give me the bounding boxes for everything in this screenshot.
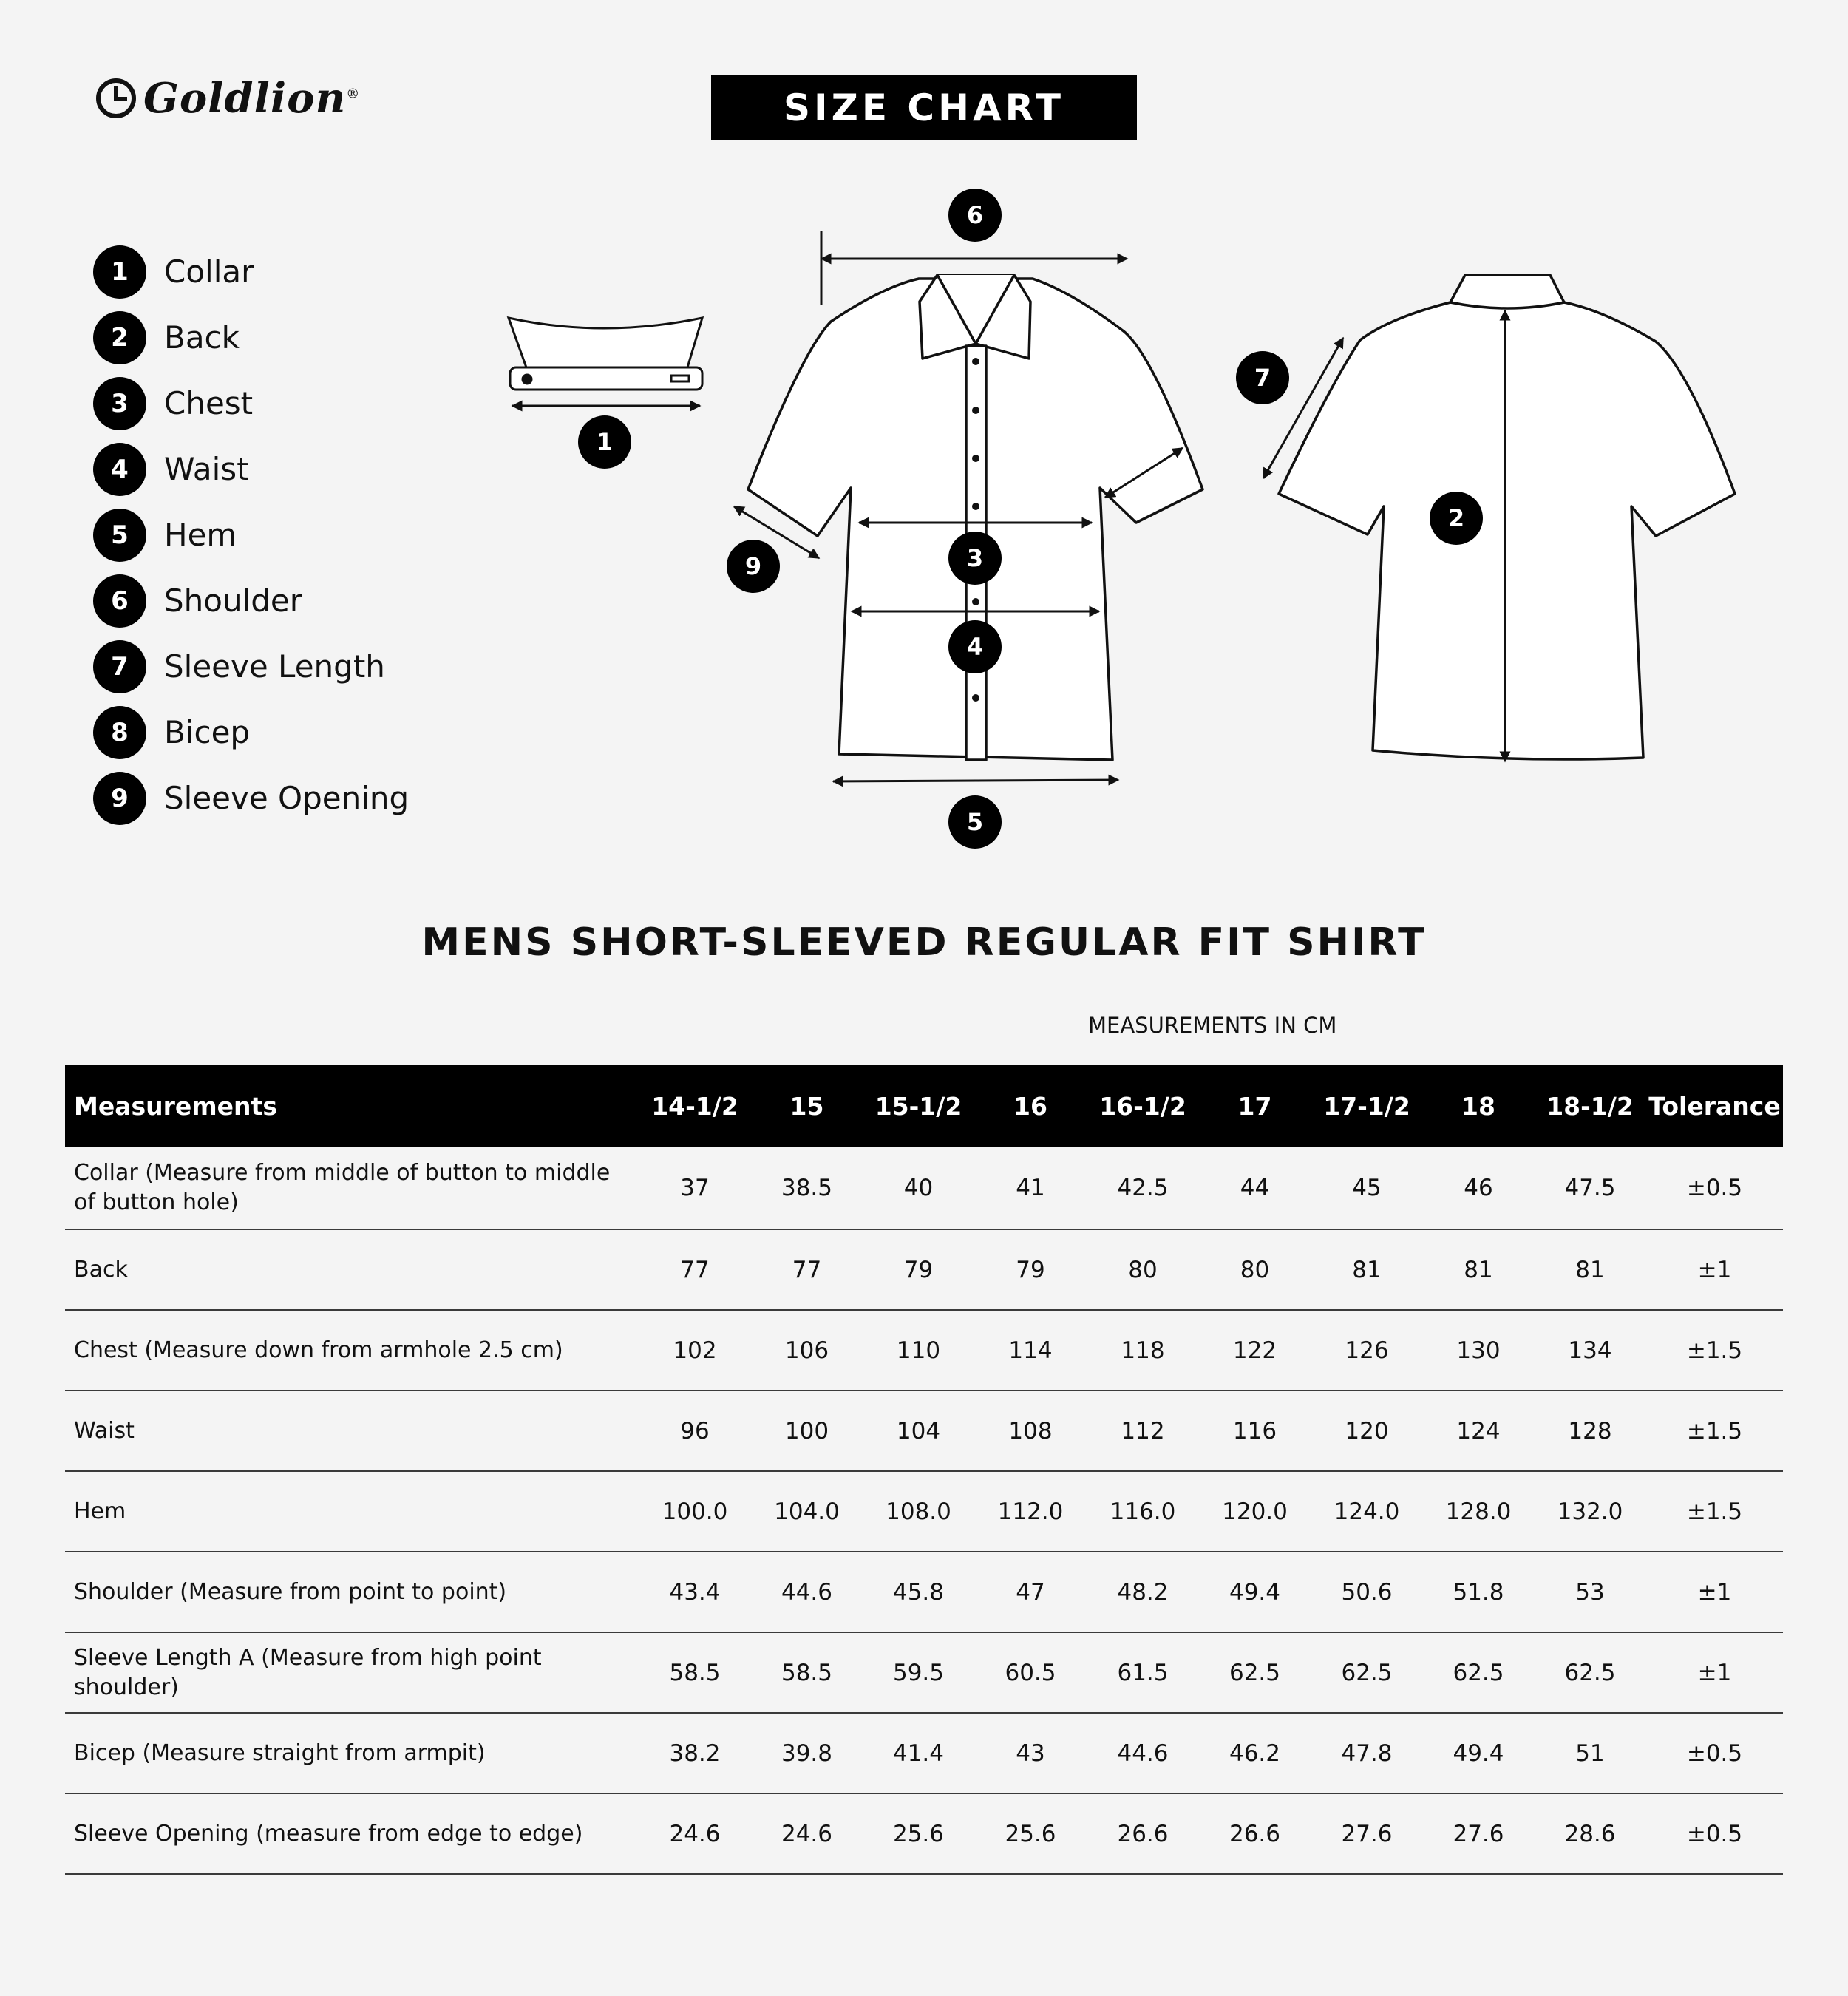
size-value-cell: 134: [1534, 1310, 1646, 1391]
header-size: 14-1/2: [639, 1065, 751, 1147]
table-row: [65, 1632, 1783, 1713]
shirt-front-drawing: [748, 275, 1203, 760]
size-value-cell: 27.6: [1423, 1793, 1534, 1874]
legend-number: 1: [93, 245, 146, 299]
measurement-name-cell: Collar (Measure from middle of button to middle of button hole): [65, 1147, 639, 1229]
tolerance-cell: ±0.5: [1646, 1147, 1783, 1229]
tolerance-cell: ±1: [1646, 1229, 1783, 1310]
size-value-cell: 46.2: [1199, 1713, 1311, 1793]
size-value-cell: 26.6: [1087, 1793, 1199, 1874]
page-title: SIZE CHART: [711, 75, 1137, 140]
table-row: [65, 1471, 1783, 1552]
size-value-cell: 130: [1423, 1310, 1534, 1391]
legend-number: 4: [93, 443, 146, 496]
size-value-cell: 51.8: [1423, 1552, 1534, 1632]
legend-number: 3: [93, 377, 146, 430]
table-row: [65, 1391, 1783, 1471]
size-value-cell: 120.0: [1199, 1471, 1311, 1552]
table-row: [65, 1713, 1783, 1793]
legend-label: Waist: [164, 451, 249, 487]
size-value-cell: 49.4: [1423, 1713, 1534, 1793]
size-value-cell: 44: [1199, 1147, 1311, 1229]
size-value-cell: 124.0: [1311, 1471, 1423, 1552]
marker-chest: [948, 532, 1002, 585]
marker-back-label: 2: [1447, 504, 1465, 532]
shirt-back-drawing: [1279, 275, 1735, 759]
size-value-cell: 108: [974, 1391, 1087, 1471]
size-value-cell: 28.6: [1534, 1793, 1646, 1874]
size-value-cell: 96: [639, 1391, 751, 1471]
measurement-name-cell: Hem: [65, 1471, 639, 1552]
measurement-name-cell: Bicep (Measure straight from armpit): [65, 1713, 639, 1793]
size-value-cell: 40: [863, 1147, 974, 1229]
size-value-cell: 45: [1311, 1147, 1423, 1229]
header-size: 17: [1199, 1065, 1311, 1147]
size-value-cell: 43.4: [639, 1552, 751, 1632]
legend-number: 8: [93, 706, 146, 759]
legend-number: 5: [93, 509, 146, 562]
measurement-name-cell: Sleeve Length A (Measure from high point shoulder): [65, 1632, 639, 1713]
table-row: [65, 1147, 1783, 1229]
size-value-cell: 26.6: [1199, 1793, 1311, 1874]
marker-chest-label: 3: [966, 544, 984, 572]
size-value-cell: 102: [639, 1310, 751, 1391]
size-value-cell: 45.8: [863, 1552, 974, 1632]
size-value-cell: 47.5: [1534, 1147, 1646, 1229]
size-value-cell: 37: [639, 1147, 751, 1229]
registered-mark: ®: [346, 86, 361, 102]
size-value-cell: 79: [863, 1229, 974, 1310]
size-value-cell: 116.0: [1087, 1471, 1199, 1552]
table-title: MENS SHORT-SLEEVED REGULAR FIT SHIRT: [421, 920, 1427, 965]
size-value-cell: 120: [1311, 1391, 1423, 1471]
tolerance-cell: ±1.5: [1646, 1391, 1783, 1471]
size-value-cell: 61.5: [1087, 1632, 1199, 1713]
measurement-name-cell: Chest (Measure down from armhole 2.5 cm): [65, 1310, 639, 1391]
marker-shoulder: [948, 189, 1002, 242]
size-value-cell: 116: [1199, 1391, 1311, 1471]
size-value-cell: 104: [863, 1391, 974, 1471]
size-value-cell: 62.5: [1534, 1632, 1646, 1713]
size-value-cell: 112: [1087, 1391, 1199, 1471]
size-value-cell: 81: [1534, 1229, 1646, 1310]
marker-hem: [948, 795, 1002, 849]
tolerance-cell: ±1.5: [1646, 1310, 1783, 1391]
marker-sleeve-length: [1236, 351, 1289, 404]
legend-label: Sleeve Opening: [164, 780, 410, 816]
size-value-cell: 39.8: [751, 1713, 863, 1793]
legend-label: Bicep: [164, 714, 251, 750]
size-value-cell: 112.0: [974, 1471, 1087, 1552]
size-table: [65, 1065, 1783, 1875]
size-value-cell: 80: [1087, 1229, 1199, 1310]
size-value-cell: 41.4: [863, 1713, 974, 1793]
size-value-cell: 53: [1534, 1552, 1646, 1632]
tolerance-cell: ±1: [1646, 1552, 1783, 1632]
marker-sleeve-opening-label: 9: [744, 552, 762, 580]
size-value-cell: 126: [1311, 1310, 1423, 1391]
size-value-cell: 132.0: [1534, 1471, 1646, 1552]
size-value-cell: 25.6: [974, 1793, 1087, 1874]
tolerance-cell: ±0.5: [1646, 1713, 1783, 1793]
table-row: [65, 1229, 1783, 1310]
measurement-name-cell: Back: [65, 1229, 639, 1310]
size-value-cell: 50.6: [1311, 1552, 1423, 1632]
size-value-cell: 81: [1311, 1229, 1423, 1310]
size-value-cell: 100.0: [639, 1471, 751, 1552]
legend-label: Back: [164, 319, 240, 356]
size-value-cell: 81: [1423, 1229, 1534, 1310]
size-value-cell: 49.4: [1199, 1552, 1311, 1632]
table-body: [65, 1147, 1783, 1874]
size-value-cell: 44.6: [751, 1552, 863, 1632]
size-value-cell: 128.0: [1423, 1471, 1534, 1552]
shirt-measurement-diagram: [0, 0, 1848, 872]
size-value-cell: 42.5: [1087, 1147, 1199, 1229]
size-value-cell: 114: [974, 1310, 1087, 1391]
size-value-cell: 24.6: [639, 1793, 751, 1874]
table-row: [65, 1793, 1783, 1874]
table-row: [65, 1552, 1783, 1632]
size-value-cell: 118: [1087, 1310, 1199, 1391]
size-value-cell: 44.6: [1087, 1713, 1199, 1793]
marker-sleeve-opening: [727, 540, 780, 593]
size-value-cell: 47: [974, 1552, 1087, 1632]
size-value-cell: 110: [863, 1310, 974, 1391]
legend-number: 6: [93, 574, 146, 628]
header-size: 18-1/2: [1534, 1065, 1646, 1147]
legend-number: 7: [93, 640, 146, 693]
tolerance-cell: ±1: [1646, 1632, 1783, 1713]
tolerance-cell: ±0.5: [1646, 1793, 1783, 1874]
size-value-cell: 62.5: [1199, 1632, 1311, 1713]
size-value-cell: 25.6: [863, 1793, 974, 1874]
size-value-cell: 60.5: [974, 1632, 1087, 1713]
header-size: 17-1/2: [1311, 1065, 1423, 1147]
legend-label: Collar: [164, 254, 254, 290]
size-value-cell: 58.5: [639, 1632, 751, 1713]
measurement-name-cell: Waist: [65, 1391, 639, 1471]
size-value-cell: 106: [751, 1310, 863, 1391]
header-measurements: Measurements: [65, 1065, 639, 1147]
size-value-cell: 104.0: [751, 1471, 863, 1552]
brand-name: Goldlion®: [143, 74, 361, 123]
size-value-cell: 24.6: [751, 1793, 863, 1874]
size-value-cell: 46: [1423, 1147, 1534, 1229]
measurement-name-cell: Sleeve Opening (measure from edge to edge): [65, 1793, 639, 1874]
tolerance-cell: ±1.5: [1646, 1471, 1783, 1552]
table-row: [65, 1310, 1783, 1391]
header-size: 16: [974, 1065, 1087, 1147]
header-size: 15-1/2: [863, 1065, 974, 1147]
legend-label: Chest: [164, 385, 254, 421]
marker-shoulder-label: 6: [966, 201, 984, 229]
marker-collar: [578, 415, 631, 469]
size-value-cell: 62.5: [1423, 1632, 1534, 1713]
size-value-cell: 77: [751, 1229, 863, 1310]
marker-collar-label: 1: [596, 428, 614, 456]
legend-label: Hem: [164, 517, 237, 553]
marker-waist: [948, 620, 1002, 673]
header-tolerance: Tolerance: [1646, 1065, 1783, 1147]
legend-label: Shoulder: [164, 583, 303, 619]
size-value-cell: 77: [639, 1229, 751, 1310]
hem-arrow: [833, 780, 1118, 781]
marker-waist-label: 4: [966, 633, 984, 661]
size-value-cell: 122: [1199, 1310, 1311, 1391]
size-value-cell: 51: [1534, 1713, 1646, 1793]
legend-number: 9: [93, 772, 146, 825]
units-note: MEASUREMENTS IN CM: [1088, 1013, 1337, 1038]
size-value-cell: 58.5: [751, 1632, 863, 1713]
size-value-cell: 100: [751, 1391, 863, 1471]
size-value-cell: 80: [1199, 1229, 1311, 1310]
size-value-cell: 108.0: [863, 1471, 974, 1552]
size-value-cell: 62.5: [1311, 1632, 1423, 1713]
size-value-cell: 38.5: [751, 1147, 863, 1229]
size-value-cell: 124: [1423, 1391, 1534, 1471]
size-value-cell: 128: [1534, 1391, 1646, 1471]
size-value-cell: 41: [974, 1147, 1087, 1229]
measurement-name-cell: Shoulder (Measure from point to point): [65, 1552, 639, 1632]
table-header-row: [65, 1065, 1783, 1147]
marker-sleeve-length-label: 7: [1254, 364, 1271, 392]
header-size: 16-1/2: [1087, 1065, 1199, 1147]
legend-label: Sleeve Length: [164, 648, 385, 685]
marker-back: [1430, 492, 1483, 545]
header-size: 18: [1423, 1065, 1534, 1147]
header-size: 15: [751, 1065, 863, 1147]
size-value-cell: 79: [974, 1229, 1087, 1310]
size-value-cell: 47.8: [1311, 1713, 1423, 1793]
legend-number: 2: [93, 311, 146, 364]
size-value-cell: 43: [974, 1713, 1087, 1793]
size-value-cell: 38.2: [639, 1713, 751, 1793]
size-value-cell: 27.6: [1311, 1793, 1423, 1874]
size-value-cell: 59.5: [863, 1632, 974, 1713]
size-value-cell: 48.2: [1087, 1552, 1199, 1632]
collar-drawing: [509, 318, 702, 390]
marker-hem-label: 5: [966, 808, 984, 836]
